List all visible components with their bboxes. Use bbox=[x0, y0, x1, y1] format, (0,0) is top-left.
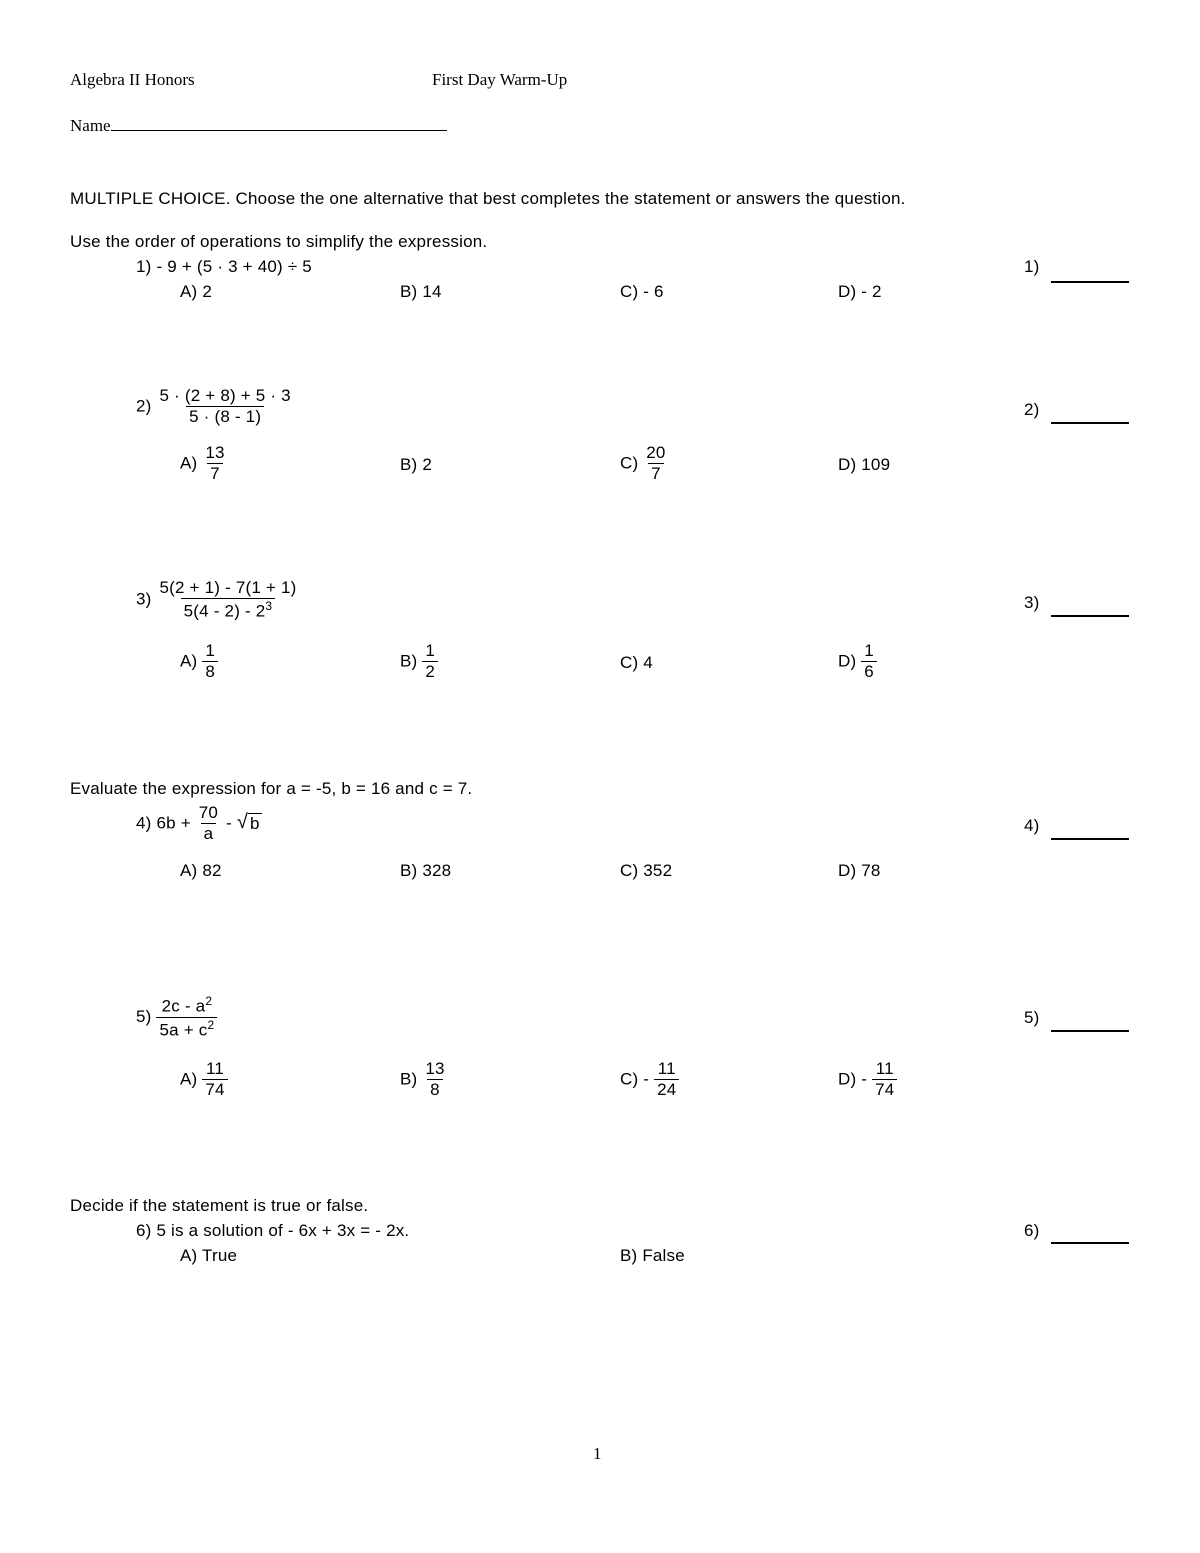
question-6 bbox=[136, 1221, 409, 1241]
fraction-numerator: 1 bbox=[864, 641, 874, 660]
choice-a[interactable]: A) True bbox=[180, 1246, 238, 1265]
fraction-denominator: a bbox=[201, 823, 217, 844]
numerator-base: 2c - a bbox=[161, 996, 206, 1016]
denominator-base: 5(4 - 2) - 2 bbox=[183, 602, 266, 622]
choice-label: D) - bbox=[838, 1069, 868, 1089]
exponent: 2 bbox=[205, 994, 213, 1008]
question-5 bbox=[136, 994, 217, 1041]
fraction-denominator: 74 bbox=[872, 1079, 897, 1100]
fraction-numerator: 11 bbox=[205, 1059, 225, 1078]
choice-d[interactable]: D) 78 bbox=[838, 861, 881, 880]
fraction-denominator: 5 · (8 - 1) bbox=[186, 406, 264, 427]
answer-label-3: 3) bbox=[1024, 593, 1040, 612]
choice-fraction bbox=[654, 1059, 679, 1101]
fraction-numerator: 1 bbox=[205, 641, 215, 660]
choice-b[interactable] bbox=[400, 641, 438, 683]
question-label: 3) bbox=[136, 589, 152, 609]
question-fraction bbox=[156, 994, 217, 1041]
choice-a[interactable] bbox=[180, 443, 228, 485]
choice-a[interactable] bbox=[180, 1059, 228, 1101]
section-heading-order-of-operations: Use the order of operations to simplify the expression. bbox=[70, 232, 488, 251]
question-label: 4) bbox=[136, 813, 152, 833]
fraction-denominator: 8 bbox=[202, 661, 218, 682]
choice-b[interactable]: B) 328 bbox=[400, 861, 452, 880]
worksheet-title: First Day Warm-Up bbox=[432, 70, 568, 89]
choice-fraction bbox=[202, 1059, 227, 1101]
choice-label: B) bbox=[400, 651, 418, 671]
choice-c[interactable]: C) - 6 bbox=[620, 282, 664, 301]
expression-prefix: 6b + bbox=[156, 813, 191, 833]
section-heading-evaluate: Evaluate the expression for a = -5, b = 16 and c = 7. bbox=[70, 779, 473, 798]
answer-label-1: 1) bbox=[1024, 257, 1040, 276]
choice-label: B) bbox=[400, 1069, 418, 1089]
fraction-denominator: 74 bbox=[202, 1079, 227, 1100]
choice-label: C) - bbox=[620, 1069, 650, 1089]
fraction-numerator: 5(2 + 1) - 7(1 + 1) bbox=[159, 578, 297, 597]
choice-label: C) bbox=[620, 453, 639, 473]
fraction-denominator: 7 bbox=[207, 463, 223, 484]
fraction-denominator: 2 bbox=[422, 661, 438, 682]
instructions: MULTIPLE CHOICE. Choose the one alternative that best completes the statement or answers the question. bbox=[70, 189, 906, 208]
choice-fraction bbox=[872, 1059, 897, 1101]
fraction-numerator: 70 bbox=[198, 803, 219, 822]
fraction-numerator: 13 bbox=[425, 1059, 445, 1078]
question-fraction bbox=[156, 578, 299, 622]
choice-fraction bbox=[202, 443, 227, 485]
course-name: Algebra II Honors bbox=[70, 70, 195, 89]
answer-blank-2[interactable] bbox=[1051, 422, 1129, 424]
question-2 bbox=[136, 386, 294, 428]
question-statement: 5 is a solution of - 6x + 3x = - 2x. bbox=[156, 1221, 410, 1240]
question-4 bbox=[136, 803, 262, 845]
fraction-denominator: 6 bbox=[861, 661, 877, 682]
radicand: b bbox=[250, 814, 260, 834]
choice-fraction bbox=[202, 641, 218, 683]
fraction-numerator: 11 bbox=[657, 1059, 676, 1078]
answer-label-5: 5) bbox=[1024, 1008, 1040, 1027]
question-label: 5) bbox=[136, 1007, 152, 1027]
choice-label: A) bbox=[180, 651, 198, 671]
question-expression: - 9 + (5 · 3 + 40) ÷ 5 bbox=[156, 257, 312, 276]
choice-b[interactable]: B) 14 bbox=[400, 282, 442, 301]
section-heading-true-false: Decide if the statement is true or false. bbox=[70, 1196, 369, 1215]
choice-label: A) bbox=[180, 1069, 198, 1089]
question-label: 1) bbox=[136, 257, 152, 276]
choice-d[interactable] bbox=[838, 641, 877, 683]
question-fraction bbox=[156, 386, 293, 428]
choice-a[interactable] bbox=[180, 641, 218, 683]
fraction-denominator bbox=[181, 598, 276, 622]
choice-d[interactable] bbox=[838, 1059, 897, 1101]
question-3 bbox=[136, 578, 300, 622]
question-1 bbox=[136, 257, 312, 277]
answer-blank-1[interactable] bbox=[1051, 281, 1129, 283]
fraction-numerator: 13 bbox=[205, 443, 225, 462]
name-label: Name bbox=[70, 116, 111, 135]
answer-blank-6[interactable] bbox=[1051, 1242, 1129, 1244]
fraction-numerator: 11 bbox=[875, 1059, 894, 1078]
fraction-denominator: 7 bbox=[648, 463, 664, 484]
name-line bbox=[111, 129, 447, 131]
exponent: 3 bbox=[265, 599, 273, 614]
choice-fraction bbox=[422, 641, 438, 683]
question-fraction bbox=[196, 803, 221, 845]
answer-label-2: 2) bbox=[1024, 400, 1040, 419]
answer-blank-5[interactable] bbox=[1051, 1030, 1129, 1032]
fraction-numerator: 20 bbox=[646, 443, 666, 462]
choice-fraction bbox=[861, 641, 877, 683]
answer-label-6: 6) bbox=[1024, 1221, 1040, 1240]
fraction-numerator: 1 bbox=[425, 641, 435, 660]
fraction-denominator: 24 bbox=[654, 1079, 679, 1100]
choice-c[interactable]: C) 4 bbox=[620, 653, 653, 672]
question-label: 6) bbox=[136, 1221, 152, 1240]
choice-c[interactable] bbox=[620, 1059, 679, 1101]
fraction-numerator bbox=[159, 994, 216, 1017]
minus-sign: - bbox=[226, 813, 232, 833]
fraction-numerator: 5 · (2 + 8) + 5 · 3 bbox=[159, 386, 291, 405]
choice-b[interactable]: B) False bbox=[620, 1246, 685, 1265]
denominator-base: 5a + c bbox=[159, 1020, 208, 1040]
page-number: 1 bbox=[593, 1444, 602, 1463]
choice-label: A) bbox=[180, 453, 198, 473]
exponent: 2 bbox=[207, 1018, 215, 1033]
fraction-denominator: 8 bbox=[427, 1079, 443, 1100]
name-field[interactable] bbox=[70, 116, 447, 136]
answer-blank-3[interactable] bbox=[1051, 615, 1129, 617]
fraction-denominator bbox=[156, 1017, 217, 1041]
square-root bbox=[237, 811, 262, 834]
choice-d[interactable]: D) - 2 bbox=[838, 282, 882, 301]
choice-fraction bbox=[422, 1059, 447, 1101]
question-label: 2) bbox=[136, 396, 152, 416]
choice-fraction bbox=[643, 443, 668, 485]
choice-a[interactable]: A) 82 bbox=[180, 861, 222, 880]
choice-label: D) bbox=[838, 651, 857, 671]
answer-label-4: 4) bbox=[1024, 816, 1040, 835]
choice-c[interactable] bbox=[620, 443, 669, 485]
radical-icon: √ bbox=[236, 811, 249, 834]
answer-blank-4[interactable] bbox=[1051, 838, 1129, 840]
choice-d[interactable]: D) 109 bbox=[838, 455, 891, 474]
choice-b[interactable]: B) 2 bbox=[400, 455, 432, 474]
choice-a[interactable]: A) 2 bbox=[180, 282, 212, 301]
choice-b[interactable] bbox=[400, 1059, 448, 1101]
choice-c[interactable]: C) 352 bbox=[620, 861, 673, 880]
